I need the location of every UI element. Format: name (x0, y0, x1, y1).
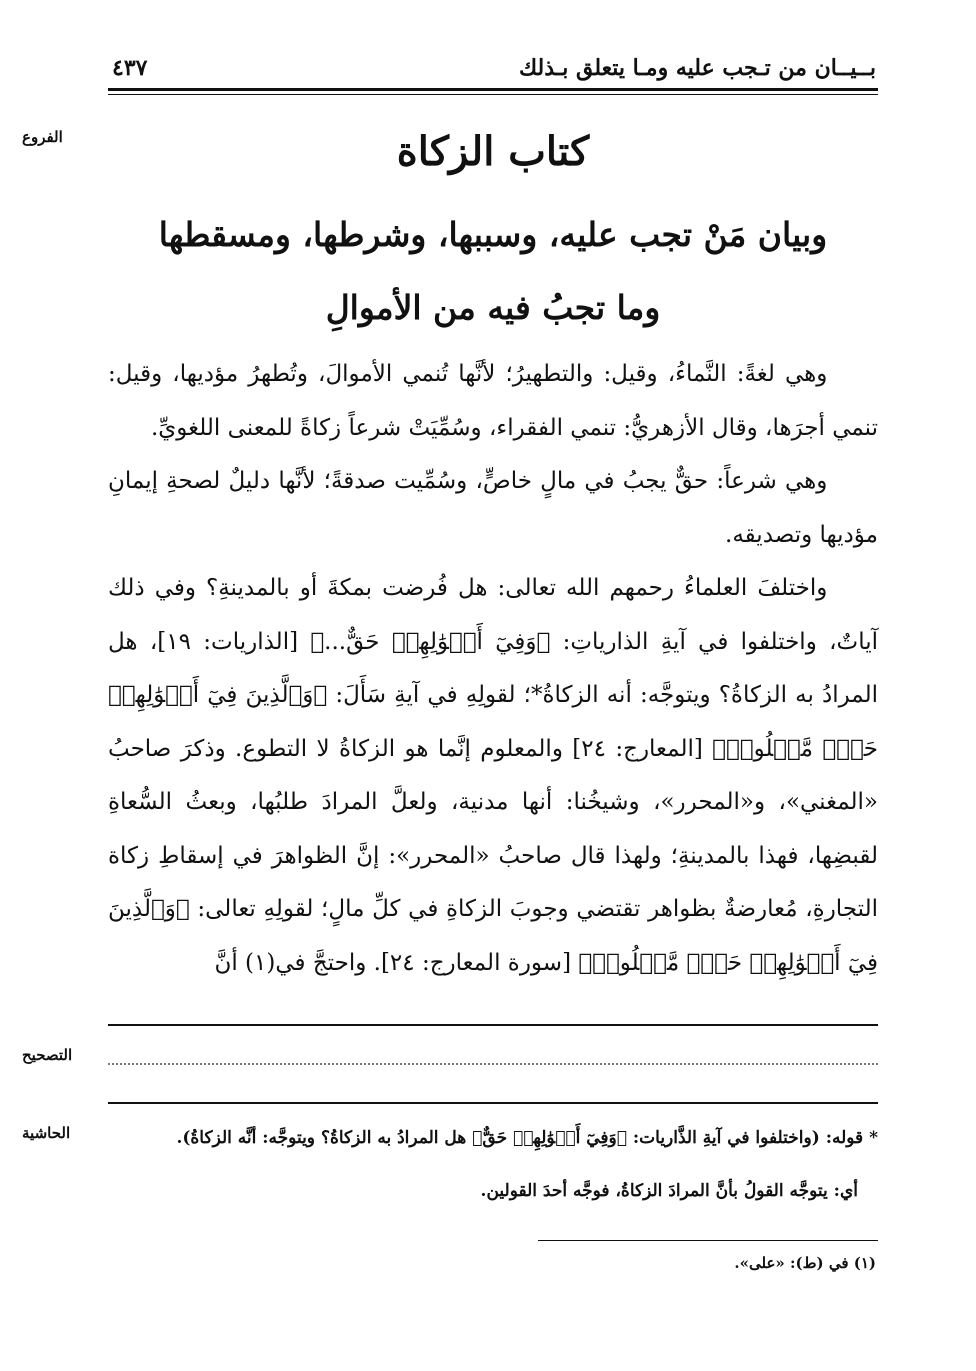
side-label-furu: الفروع (22, 128, 63, 146)
main-text-end-rule (108, 1024, 878, 1026)
chapter-title-line-1: وبيان مَنْ تجب عليه، وسببها، وشرطها، ومسقطها (158, 215, 828, 254)
hashiya-rule (108, 1102, 878, 1104)
footnote: (١) في (ط): «على». (734, 1254, 876, 1272)
side-label-hashiya: الحاشية (22, 1124, 71, 1142)
main-text (108, 348, 878, 990)
header-rule-thin (108, 94, 878, 95)
hashiya-line-1: * قوله: (واختلفوا في آيةِ الذَّاريات: ﴿وَفِيٓ أَمۡوَٰلِهِمۡ حَقٌّ﴾ هل المرادُ به الزكاةُ؟ ويتوجَّه: أنَّه الزكاةُ). (176, 1128, 878, 1148)
paragraph-2: وهي شرعاً: حقٌّ يجبُ في مالٍ خاصٍّ، وسُمِّيت صدقةً؛ لأنَّها دليلٌ لصحةِ إيمانِ مؤديها وتصديقه. (108, 468, 878, 548)
paragraph-3: واختلفَ العلماءُ رحمهم الله تعالى: هل فُرضت بمكةَ أو بالمدينةِ؟ وفي ذلك آياتٌ، واختلفوا في آيةِ الذارياتِ: ﴿وَفِيٓ أَمۡوَٰلِهِمۡ حَقٌّ...﴾ [الذاريات: ١٩]، هل المرادُ به الزكاةُ؟ ويتوجَّه: أنه الزكاةُ*؛ لقولِهِ في آيةِ سَأَلَ: ﴿وَٱلَّذِينَ فِيٓ أَمۡوَٰلِهِمۡ حَقّٞ مَّعۡلُومٞ﴾ [المعارج: ٢٤] والمعلوم إنَّما هو الزكاةُ لا التطوع. وذكرَ صاحبُ «المغني»، و«المحرر»، وشيخُنا: أنها مدنية، ولعلَّ المرادَ طلبُها، وبعثُ السُّعاةِ لقبضِها، فهذا بالمدينةِ؛ ولهذا قال صاحبُ «المحرر»: إنَّ الظواهرَ في إسقاطِ زكاة التجارةِ، مُعارضةٌ بظواهر تقتضي وجوبَ الزكاةِ في كلِّ مالٍ؛ لقولِهِ تعالى: ﴿وَٱلَّذِينَ فِيٓ أَمۡوَٰلِهِمۡ حَقّٞ مَّعۡلُومٞ﴾ [سورة المعارج: ٢٤]. واحتجَّ في(١) أنَّ (108, 575, 878, 976)
tashih-dotted-line (108, 1063, 878, 1065)
footnote-rule (538, 1240, 878, 1241)
paragraph-1: وهي لغةً: النَّماءُ، وقيل: والتطهيرُ؛ لأنَّها تُنمي الأموالَ، وتُطهرُ مؤديها، وقيل: تنمي أجرَها، وقال الأزهريُّ: تنمي الفقراء، وسُمِّيَتْ شرعاً زكاةً للمعنى اللغويِّ. (108, 361, 878, 441)
running-header: بــيــان من تـجب عليه ومـا يتعلق بـذلك (518, 55, 876, 81)
side-label-tashih: التصحيح (22, 1046, 73, 1064)
chapter-title-line-2: وما تجبُ فيه من الأموالِ (325, 288, 661, 327)
header-rule-thick (108, 88, 878, 91)
page-number: ٤٣٧ (112, 55, 148, 81)
hashiya-line-2: أي: يتوجَّه القولُ بأنَّ المرادَ الزكاةُ، فوجَّه أحدَ القولين. (480, 1181, 858, 1201)
book-title: كتاب الزكاة (396, 128, 590, 175)
